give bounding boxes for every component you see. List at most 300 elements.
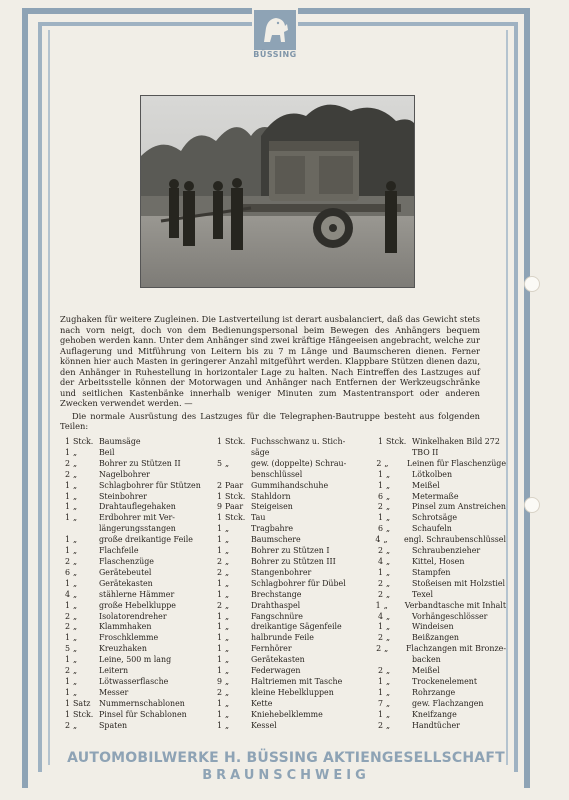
equipment-row: [371, 612, 506, 623]
item-name: stählerne Hämmer: [99, 589, 175, 599]
equipment-row: [210, 644, 370, 655]
punch-hole: [524, 276, 540, 292]
quantity: 1: [377, 567, 383, 577]
equipment-intro: Die normale Ausrüstung des Lastzuges für die Telegraphen-Bautruppe besteht aus folgenden Teilen:: [60, 410, 480, 431]
unit: „: [225, 458, 230, 468]
unit: „: [386, 524, 391, 534]
equipment-row: [60, 524, 210, 535]
equipment-row: [210, 524, 370, 535]
equipment-row: [210, 622, 370, 633]
item-name: Messer: [99, 687, 129, 697]
quantity: 2: [216, 480, 222, 490]
unit: „: [386, 633, 391, 643]
item-name: Nummernschablonen: [99, 698, 185, 708]
equipment-row: [371, 633, 506, 644]
item-name: säge: [251, 447, 270, 457]
quantity: 1: [64, 676, 70, 686]
unit: Stck.: [73, 437, 94, 446]
quantity: 1: [377, 513, 383, 523]
item-name: Bohrer zu Stützen III: [251, 556, 336, 566]
item-name: TBO II: [412, 447, 439, 457]
equipment-row: [371, 699, 506, 710]
unit: „: [384, 458, 389, 468]
item-name: Drahthaspel: [251, 600, 301, 610]
unit: „: [384, 644, 389, 654]
unit: „: [225, 720, 230, 730]
equipment-row: [371, 557, 506, 568]
unit: „: [383, 535, 388, 545]
item-name: backen: [412, 655, 441, 665]
quantity: 2: [64, 611, 70, 621]
quantity: 1: [64, 655, 70, 665]
quantity: 2: [64, 556, 70, 566]
item-name: kleine Hebelkluppen: [251, 687, 334, 697]
quantity: 2: [64, 720, 70, 730]
item-name: Handtücher: [412, 720, 460, 730]
quantity: 1: [64, 513, 70, 523]
quantity: 1: [64, 447, 70, 457]
item-name: große dreikantige Feile: [99, 535, 193, 545]
item-name: Pinsel für Schablonen: [99, 709, 187, 719]
quantity: 1: [64, 491, 70, 501]
item-name: Meißel: [412, 480, 440, 490]
item-name: Leine, 500 m lang: [99, 655, 172, 665]
item-name: Steinbohrer: [99, 491, 147, 501]
unit: „: [73, 546, 78, 556]
quantity: 2: [64, 458, 70, 468]
equipment-row: [371, 437, 506, 448]
quantity: 1: [216, 666, 222, 676]
equipment-row: [60, 546, 210, 557]
quantity: 1: [216, 633, 222, 643]
quantity: 5: [64, 644, 70, 654]
quantity: 1: [216, 437, 222, 446]
unit: [383, 655, 412, 666]
quantity: 1: [64, 502, 70, 512]
unit: Stck.: [225, 513, 246, 523]
punch-hole: [524, 497, 540, 513]
unit: „: [73, 447, 78, 457]
equipment-row: [60, 699, 210, 710]
quantity: 2: [377, 578, 383, 588]
unit: „: [386, 720, 391, 730]
equipment-row: [371, 459, 506, 470]
item-name: Steigeisen: [251, 502, 293, 512]
unit: „: [225, 578, 230, 588]
quantity: 1: [64, 709, 70, 719]
unit: Satz: [73, 698, 91, 708]
quantity: 2: [64, 469, 70, 479]
unit: „: [73, 644, 78, 654]
unit: „: [386, 469, 391, 479]
unit: „: [386, 687, 391, 697]
quantity: 1: [216, 524, 222, 534]
quantity: 2: [377, 720, 383, 730]
quantity: 2: [376, 458, 382, 468]
quantity: 1: [64, 480, 70, 490]
quantity: 1: [216, 578, 222, 588]
unit: „: [73, 676, 78, 686]
equipment-row: [371, 448, 506, 459]
equipment-row: [60, 492, 210, 503]
item-name: Spaten: [99, 720, 128, 730]
quantity: 1: [216, 491, 222, 501]
quantity: 2: [377, 589, 383, 599]
item-name: Kreuzhaken: [99, 644, 147, 654]
item-name: Bohrer zu Stützen II: [99, 458, 181, 468]
quantity: 4: [377, 611, 383, 621]
quantity: 1: [377, 437, 383, 446]
equipment-row: [210, 535, 370, 546]
unit: [70, 524, 99, 535]
equipment-column-3: [371, 437, 506, 731]
equipment-row: [210, 655, 370, 666]
equipment-row: [210, 612, 370, 623]
quantity: 2: [216, 600, 222, 610]
equipment-row: [210, 721, 370, 732]
quantity: 1: [377, 622, 383, 632]
equipment-row: [60, 666, 210, 677]
quantity: 1: [377, 676, 383, 686]
unit: [222, 470, 251, 481]
unit: „: [73, 578, 78, 588]
item-name: Pinsel zum Anstreichen: [411, 502, 506, 512]
quantity: 9: [216, 502, 222, 512]
unit: „: [73, 513, 78, 523]
quantity: [371, 448, 383, 459]
unit: „: [386, 567, 391, 577]
unit: „: [225, 698, 230, 708]
equipment-row: [371, 470, 506, 481]
unit: „: [386, 589, 391, 599]
unit: „: [225, 556, 230, 566]
quantity: 1: [216, 611, 222, 621]
quantity: 2: [216, 556, 222, 566]
unit: „: [386, 622, 391, 632]
item-name: Isolatorendreher: [99, 611, 167, 621]
item-name: Kittel, Hosen: [412, 556, 465, 566]
equipment-row: [60, 459, 210, 470]
equipment-row: [371, 568, 506, 579]
equipment-row: [210, 513, 370, 524]
quantity: 1: [216, 720, 222, 730]
unit: „: [225, 589, 230, 599]
item-name: Klammhaken: [99, 622, 152, 632]
unit: „: [386, 513, 391, 523]
item-name: Windeisen: [412, 622, 454, 632]
equipment-row: [371, 666, 506, 677]
item-name: Lötwasserflasche: [99, 676, 169, 686]
equipment-row: [210, 677, 370, 688]
unit: „: [386, 611, 391, 621]
unit: „: [225, 567, 230, 577]
item-name: Fangschnüre: [251, 611, 303, 621]
equipment-row: [210, 579, 370, 590]
equipment-row: [371, 721, 506, 732]
quantity: 1: [216, 535, 222, 545]
equipment-row: [371, 492, 506, 503]
equipment-row: [60, 655, 210, 666]
equipment-row: [60, 612, 210, 623]
unit: „: [73, 687, 78, 697]
item-name: Stampfen: [412, 567, 451, 577]
quantity: 1: [216, 546, 222, 556]
unit: „: [73, 655, 78, 665]
equipment-row: [371, 535, 506, 546]
equipment-row: [371, 481, 506, 492]
quantity: 1: [377, 480, 383, 490]
quantity: 1: [64, 535, 70, 545]
item-name: Meißel: [412, 666, 440, 676]
item-name: Stahldorn: [251, 491, 291, 501]
equipment-row: [210, 448, 370, 459]
unit: Paar: [225, 502, 244, 512]
unit: „: [225, 622, 230, 632]
unit: „: [73, 556, 78, 566]
item-name: Leitern: [99, 666, 129, 676]
unit: „: [386, 698, 391, 708]
equipment-row: [210, 481, 370, 492]
quantity: 1: [377, 709, 383, 719]
quantity: 1: [64, 600, 70, 610]
equipment-row: [60, 622, 210, 633]
item-name: Beil: [99, 447, 115, 457]
equipment-row: [210, 502, 370, 513]
quantity: 1: [64, 687, 70, 697]
unit: „: [73, 666, 78, 676]
item-name: Tragbahre: [251, 524, 294, 534]
quantity: 4: [64, 589, 70, 599]
equipment-row: [210, 710, 370, 721]
item-name: Froschklemme: [99, 633, 159, 643]
item-name: Kessel: [251, 720, 277, 730]
quantity: 4: [377, 556, 383, 566]
item-name: engl. Schraubenschlüssel: [403, 535, 506, 545]
unit: „: [225, 676, 230, 686]
quantity: 2: [64, 666, 70, 676]
item-name: Flachzangen mit Bronze-: [405, 644, 506, 654]
item-name: Gerätekasten: [99, 578, 153, 588]
equipment-row: [371, 677, 506, 688]
item-name: Rohrzange: [412, 687, 456, 697]
lion-emblem-icon: [254, 10, 296, 50]
item-name: Fuchsschwanz u. Stich-: [251, 437, 346, 446]
quantity: 2: [377, 666, 383, 676]
quantity: 6: [64, 567, 70, 577]
quantity: 7: [377, 698, 383, 708]
equipment-row: [371, 513, 506, 524]
equipment-row: [210, 601, 370, 612]
equipment-row: [60, 710, 210, 721]
item-name: Erdbohrer mit Ver-: [99, 513, 175, 523]
unit: „: [386, 578, 391, 588]
unit: „: [73, 535, 78, 545]
item-name: Schraubenzieher: [412, 546, 481, 556]
equipment-row: [371, 524, 506, 535]
equipment-row: [60, 721, 210, 732]
quantity: 2: [377, 633, 383, 643]
quantity: [371, 655, 383, 666]
truck-trailer-photo: [140, 95, 415, 288]
item-name: Kniehebelklemme: [251, 709, 323, 719]
company-name: AUTOMOBILWERKE H. BÜSSING AKTIENGESELLSCHAFT: [67, 750, 505, 766]
item-name: Gummihandschuhe: [251, 480, 329, 490]
item-name: Leinen für Flaschenzüge: [406, 458, 506, 468]
unit: „: [383, 600, 388, 610]
item-name: Lötkolben: [412, 469, 453, 479]
equipment-row: [371, 710, 506, 721]
unit: „: [385, 502, 391, 512]
unit: „: [225, 687, 230, 697]
item-name: Baumsäge: [99, 437, 141, 446]
item-name: Kette: [251, 698, 273, 708]
equipment-row: [210, 492, 370, 503]
bussing-logo: [252, 8, 298, 60]
equipment-row: [60, 502, 210, 513]
unit: „: [386, 676, 391, 686]
equipment-row: [60, 601, 210, 612]
unit: „: [386, 709, 391, 719]
equipment-row: [371, 655, 506, 666]
unit: „: [225, 535, 230, 545]
item-name: Texel: [412, 589, 433, 599]
equipment-column-2: [210, 437, 370, 731]
quantity: 9: [216, 676, 222, 686]
equipment-row: [210, 546, 370, 557]
item-name: Tau: [251, 513, 266, 523]
unit: „: [386, 546, 391, 556]
quantity: 1: [64, 698, 70, 708]
unit: „: [73, 633, 78, 643]
equipment-row: [371, 688, 506, 699]
quantity: 1: [377, 687, 383, 697]
item-name: Gerätebeutel: [99, 567, 152, 577]
unit: „: [225, 655, 230, 665]
item-name: Gerätekasten: [251, 655, 305, 665]
unit: „: [225, 633, 230, 643]
item-name: Stoßeisen mit Holzstiel: [412, 578, 506, 588]
quantity: 1: [216, 589, 222, 599]
unit: „: [73, 600, 78, 610]
equipment-row: [371, 644, 506, 655]
equipment-row: [60, 568, 210, 579]
equipment-row: [60, 644, 210, 655]
quantity: 4: [375, 535, 381, 545]
unit: „: [73, 622, 78, 632]
quantity: 1: [64, 633, 70, 643]
equipment-row: [371, 579, 506, 590]
unit: „: [73, 611, 78, 621]
item-name: halbrunde Feile: [251, 633, 314, 643]
quantity: 6: [377, 491, 383, 501]
item-name: längerungsstangen: [99, 524, 176, 534]
equipment-row: [210, 688, 370, 699]
equipment-row: [60, 470, 210, 481]
equipment-row: [371, 622, 506, 633]
unit: Stck.: [225, 437, 246, 446]
description-text: [60, 314, 480, 432]
equipment-row: [210, 557, 370, 568]
unit: „: [386, 666, 391, 676]
item-name: Winkelhaken Bild 272: [412, 437, 500, 446]
equipment-row: [210, 470, 370, 481]
unit: „: [386, 480, 391, 490]
item-name: Verbandtasche mit Inhalt: [404, 600, 506, 610]
item-name: Schaufeln: [412, 524, 452, 534]
equipment-row: [60, 677, 210, 688]
equipment-row: [371, 502, 506, 513]
item-name: dreikantige Sägenfeile: [251, 622, 342, 632]
item-name: Fernhörer: [251, 644, 292, 654]
quantity: 1: [216, 655, 222, 665]
quantity: 1: [377, 469, 383, 479]
unit: „: [73, 567, 78, 577]
unit: „: [73, 469, 78, 479]
item-name: Schlagbohrer für Dübel: [251, 578, 346, 588]
item-name: Drahtauflegehaken: [99, 502, 176, 512]
unit: „: [73, 458, 78, 468]
item-name: große Hebelkluppe: [99, 600, 176, 610]
equipment-row: [210, 633, 370, 644]
item-name: gew. Flachzangen: [412, 698, 484, 708]
unit: „: [225, 644, 230, 654]
unit: „: [73, 480, 78, 490]
equipment-row: [60, 535, 210, 546]
equipment-row: [210, 437, 370, 448]
quantity: 1: [216, 513, 222, 523]
quantity: [60, 524, 70, 535]
item-name: Metermaße: [412, 491, 459, 501]
unit: „: [225, 546, 230, 556]
unit: Stck.: [225, 491, 246, 501]
unit: „: [225, 709, 230, 719]
unit: Stck.: [73, 709, 94, 719]
item-name: Stangenbohrer: [251, 567, 312, 577]
quantity: 1: [375, 600, 381, 610]
item-name: Bohrer zu Stützen I: [251, 546, 330, 556]
unit: „: [73, 720, 78, 730]
quantity: 2: [377, 502, 383, 512]
quantity: 1: [64, 546, 70, 556]
quantity: 2: [64, 622, 70, 632]
equipment-row: [60, 633, 210, 644]
unit: „: [225, 666, 230, 676]
unit: „: [73, 589, 78, 599]
quantity: 6: [377, 524, 383, 534]
quantity: 1: [64, 578, 70, 588]
quantity: 1: [216, 644, 222, 654]
unit: „: [225, 600, 230, 610]
unit: [222, 448, 251, 459]
item-name: Schrotsäge: [412, 513, 458, 523]
equipment-row: [60, 688, 210, 699]
equipment-row: [371, 590, 506, 601]
equipment-row: [60, 448, 210, 459]
company-city: BRAUNSCHWEIG: [202, 768, 370, 783]
item-name: Beißzangen: [412, 633, 460, 643]
quantity: 5: [216, 458, 222, 468]
quantity: 2: [216, 687, 222, 697]
quantity: 1: [216, 709, 222, 719]
quantity: 1: [216, 698, 222, 708]
item-name: Vorhängeschlösser: [412, 611, 488, 621]
equipment-row: [60, 557, 210, 568]
equipment-row: [210, 568, 370, 579]
unit: [383, 448, 412, 459]
item-name: Baumschere: [251, 535, 301, 545]
quantity: 1: [216, 622, 222, 632]
logo-text: BÜSSING: [253, 50, 297, 59]
